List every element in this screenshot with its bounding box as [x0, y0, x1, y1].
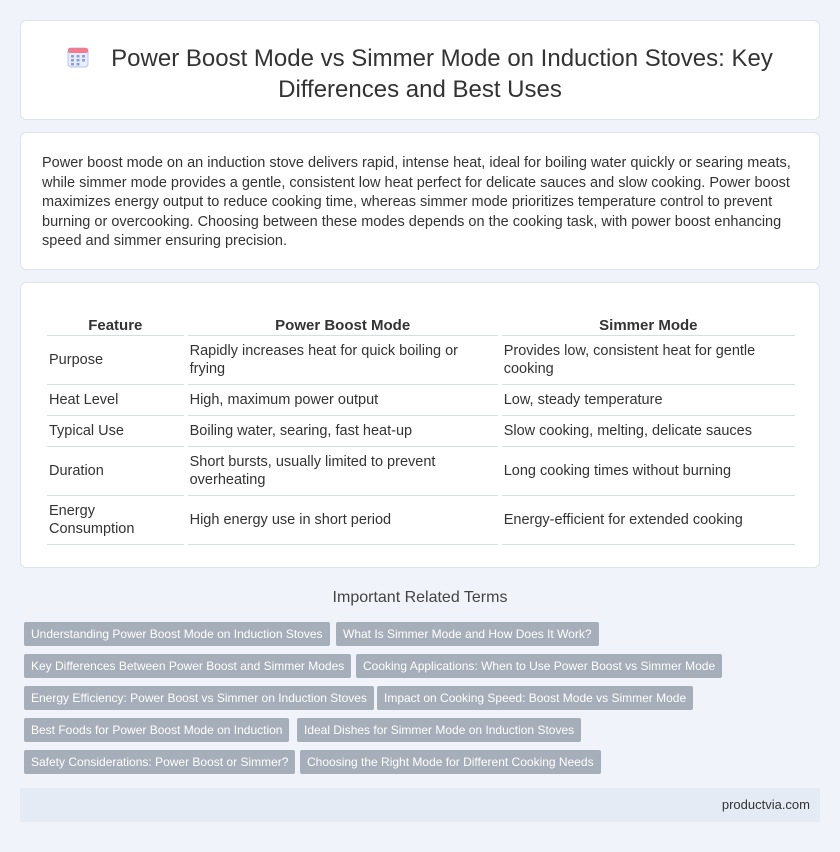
- table-row: [47, 385, 795, 416]
- table-cell-simmer: Low, steady temperature: [502, 385, 795, 416]
- related-term-tag[interactable]: Choosing the Right Mode for Different Cooking Needs: [300, 750, 601, 774]
- table-row: [47, 447, 795, 496]
- table-cell-power-boost: Boiling water, searing, fast heat-up: [188, 416, 498, 447]
- related-terms-heading: Important Related Terms: [332, 589, 508, 606]
- table-cell-simmer: Provides low, consistent heat for gentle cooking: [502, 336, 795, 385]
- related-term-tag[interactable]: Ideal Dishes for Simmer Mode on Induction Stoves: [297, 718, 581, 742]
- footer: [20, 788, 820, 822]
- related-term-tag[interactable]: Understanding Power Boost Mode on Induction Stoves: [24, 622, 330, 646]
- page-title: Power Boost Mode vs Simmer Mode on Induction Stoves: Key Differences and Best Uses: [111, 45, 773, 103]
- intro-card: [20, 132, 820, 270]
- table-cell-power-boost: High, maximum power output: [188, 385, 498, 416]
- header-simmer: Simmer Mode: [502, 315, 795, 336]
- related-term-tag[interactable]: Best Foods for Power Boost Mode on Induction: [24, 718, 289, 742]
- table-row: [47, 416, 795, 447]
- table-cell-simmer: Long cooking times without burning: [502, 447, 795, 496]
- header-card: [20, 20, 820, 120]
- related-term-tag[interactable]: Impact on Cooking Speed: Boost Mode vs Simmer Mode: [377, 686, 693, 710]
- related-term-tag[interactable]: Energy Efficiency: Power Boost vs Simmer on Induction Stoves: [24, 686, 374, 710]
- table-cell-feature: Duration: [47, 447, 184, 496]
- related-term-tag[interactable]: Safety Considerations: Power Boost or Simmer?: [24, 750, 295, 774]
- header-power-boost: Power Boost Mode: [188, 315, 498, 336]
- comparison-table-card: [20, 282, 820, 568]
- related-term-tag[interactable]: Key Differences Between Power Boost and Simmer Modes: [24, 654, 351, 678]
- table-cell-power-boost: High energy use in short period: [188, 496, 498, 545]
- table-header-row: [47, 315, 795, 336]
- table-row: [47, 336, 795, 385]
- table-cell-simmer: Slow cooking, melting, delicate sauces: [502, 416, 795, 447]
- table-cell-feature: Typical Use: [47, 416, 184, 447]
- related-term-tag[interactable]: What Is Simmer Mode and How Does It Work?: [336, 622, 599, 646]
- header-feature: Feature: [47, 315, 184, 336]
- table-cell-simmer: Energy-efficient for extended cooking: [502, 496, 795, 545]
- related-term-tag[interactable]: Cooking Applications: When to Use Power Boost vs Simmer Mode: [356, 654, 722, 678]
- footer-site-link[interactable]: productvia.com: [721, 797, 810, 812]
- table-cell-feature: Energy Consumption: [47, 496, 184, 545]
- intro-paragraph: Power boost mode on an induction stove delivers rapid, intense heat, ideal for boiling water quickly or searing meats, while simmer mode provides a gentle, consistent low heat perfect for delicate sauces and slow cooking. Power boost maximizes energy output to reduce cooking time, whereas simmer mode prioritizes temperature control to prevent burning or overcooking. Choosing between these modes depends on the cooking task, with power boost enhancing speed and simmer ensuring precision.: [42, 155, 791, 249]
- comparison-table: [43, 315, 799, 545]
- table-row: [47, 496, 795, 545]
- table-cell-power-boost: Short bursts, usually limited to prevent overheating: [188, 447, 498, 496]
- table-cell-feature: Heat Level: [47, 385, 184, 416]
- title-wrap: [61, 43, 779, 105]
- calendar-icon: [67, 46, 89, 68]
- table-cell-feature: Purpose: [47, 336, 184, 385]
- table-cell-power-boost: Rapidly increases heat for quick boiling or frying: [188, 336, 498, 385]
